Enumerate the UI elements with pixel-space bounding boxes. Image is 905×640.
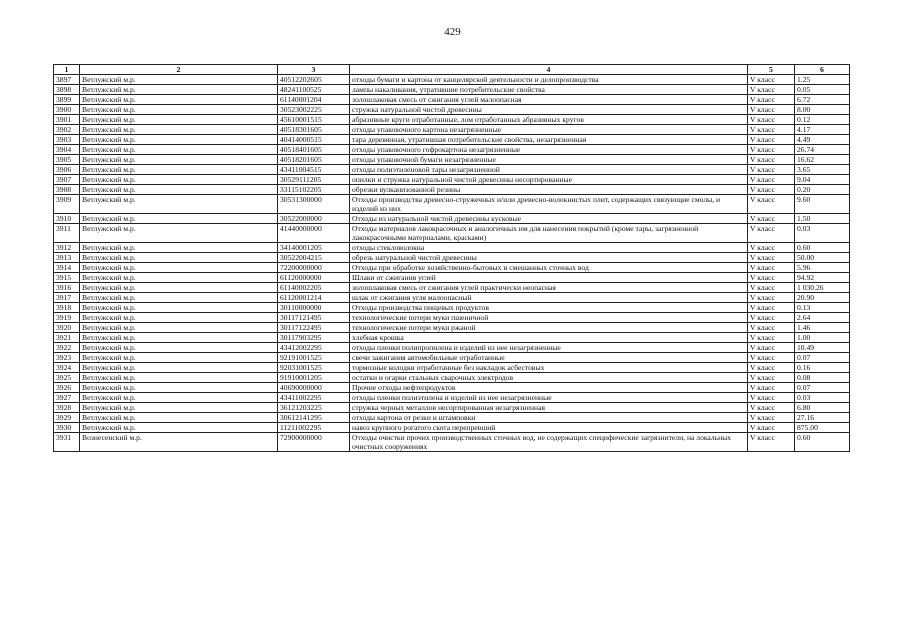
row-number-cell: 3921 bbox=[54, 333, 80, 343]
table-row bbox=[54, 293, 850, 303]
row-number-cell: 3928 bbox=[54, 403, 80, 413]
table-row bbox=[54, 413, 850, 423]
district-cell: Ветлужский м.р. bbox=[80, 253, 278, 263]
amount-cell: 0.07 bbox=[795, 353, 850, 363]
table-row bbox=[54, 283, 850, 293]
column-header: 6 bbox=[795, 65, 850, 75]
row-number-cell: 3913 bbox=[54, 253, 80, 263]
waste-name-cell: Отходы при обработке хозяйственно-бытовых и смешанных сточных вод bbox=[350, 263, 748, 273]
amount-cell: 6.80 bbox=[795, 403, 850, 413]
waste-code-cell: 40518401605 bbox=[278, 145, 350, 155]
waste-name-cell: стружка черных металлов несортированная незагрязненная bbox=[350, 403, 748, 413]
table-row bbox=[54, 313, 850, 323]
table-body bbox=[54, 75, 850, 452]
table-row bbox=[54, 273, 850, 283]
table-row bbox=[54, 423, 850, 433]
amount-cell: 9.60 bbox=[795, 195, 850, 214]
row-number-cell: 3918 bbox=[54, 303, 80, 313]
waste-name-cell: шлак от сжигания угля малоопасный bbox=[350, 293, 748, 303]
row-number-cell: 3910 bbox=[54, 214, 80, 224]
table-row bbox=[54, 403, 850, 413]
district-cell: Ветлужский м.р. bbox=[80, 323, 278, 333]
table-row bbox=[54, 185, 850, 195]
hazard-class-cell: V класс bbox=[748, 393, 795, 403]
waste-name-cell: свечи зажигания автомобильные отработанные bbox=[350, 353, 748, 363]
table-row bbox=[54, 75, 850, 85]
district-cell: Ветлужский м.р. bbox=[80, 353, 278, 363]
page-number: 429 bbox=[444, 26, 461, 38]
waste-name-cell: обрезки вулканизованной резины bbox=[350, 185, 748, 195]
amount-cell: 0.12 bbox=[795, 115, 850, 125]
district-cell: Ветлужский м.р. bbox=[80, 135, 278, 145]
hazard-class-cell: V класс bbox=[748, 85, 795, 95]
row-number-cell: 3898 bbox=[54, 85, 80, 95]
hazard-class-cell: V класс bbox=[748, 373, 795, 383]
table-row bbox=[54, 353, 850, 363]
amount-cell: 0.16 bbox=[795, 363, 850, 373]
hazard-class-cell: V класс bbox=[748, 195, 795, 214]
waste-name-cell: золошлаковая смесь от сжигания углей практически неопасная bbox=[350, 283, 748, 293]
district-cell: Ветлужский м.р. bbox=[80, 423, 278, 433]
waste-name-cell: отходы пленки полипропилена и изделий из нее незагрязненные bbox=[350, 343, 748, 353]
row-number-cell: 3915 bbox=[54, 273, 80, 283]
waste-name-cell: тара деревянная, утратившая потребительские свойства, незагрязненная bbox=[350, 135, 748, 145]
district-cell: Ветлужский м.р. bbox=[80, 175, 278, 185]
district-cell: Ветлужский м.р. bbox=[80, 283, 278, 293]
waste-code-cell: 61140001204 bbox=[278, 95, 350, 105]
row-number-cell: 3917 bbox=[54, 293, 80, 303]
row-number-cell: 3897 bbox=[54, 75, 80, 85]
hazard-class-cell: V класс bbox=[748, 224, 795, 243]
row-number-cell: 3925 bbox=[54, 373, 80, 383]
hazard-class-cell: V класс bbox=[748, 313, 795, 323]
district-cell: Ветлужский м.р. bbox=[80, 273, 278, 283]
waste-name-cell: отходы упаковочной бумаги незагрязненные bbox=[350, 155, 748, 165]
district-cell: Ветлужский м.р. bbox=[80, 313, 278, 323]
row-number-cell: 3916 bbox=[54, 283, 80, 293]
row-number-cell: 3903 bbox=[54, 135, 80, 145]
waste-code-cell: 61120000000 bbox=[278, 273, 350, 283]
table-row bbox=[54, 263, 850, 273]
row-number-cell: 3901 bbox=[54, 115, 80, 125]
district-cell: Ветлужский м.р. bbox=[80, 413, 278, 423]
hazard-class-cell: V класс bbox=[748, 303, 795, 313]
waste-name-cell: Шлаки от сжигания углей bbox=[350, 273, 748, 283]
amount-cell: 5.96 bbox=[795, 263, 850, 273]
table-row bbox=[54, 224, 850, 243]
waste-code-cell: 72900000000 bbox=[278, 433, 350, 452]
table-row bbox=[54, 393, 850, 403]
amount-cell: 1.46 bbox=[795, 323, 850, 333]
amount-cell: 6.72 bbox=[795, 95, 850, 105]
table-row bbox=[54, 363, 850, 373]
waste-name-cell: абразивные круги отработанные, лом отработанных абразивных кругов bbox=[350, 115, 748, 125]
row-number-cell: 3931 bbox=[54, 433, 80, 452]
amount-cell: 94.92 bbox=[795, 273, 850, 283]
waste-name-cell: Отходы очистки прочих производственных сточных вод, не содержащих специфические загрязнители, на локальных очистных сооружениях bbox=[350, 433, 748, 452]
waste-code-cell: 30117121495 bbox=[278, 313, 350, 323]
waste-code-cell: 40518201605 bbox=[278, 155, 350, 165]
amount-cell: 16.62 bbox=[795, 155, 850, 165]
hazard-class-cell: V класс bbox=[748, 125, 795, 135]
waste-name-cell: отходы пленки полиэтилена и изделий из нее незагрязненные bbox=[350, 393, 748, 403]
hazard-class-cell: V класс bbox=[748, 263, 795, 273]
waste-name-cell: Отходы материалов лакокрасочных и аналогичных им для нанесения покрытий (кроме тары, загрязненной лакокрасочными материалами, красками) bbox=[350, 224, 748, 243]
table-header-row bbox=[54, 65, 850, 75]
amount-cell: 50.00 bbox=[795, 253, 850, 263]
waste-name-cell: обрезь натуральной чистой древесины bbox=[350, 253, 748, 263]
hazard-class-cell: V класс bbox=[748, 165, 795, 175]
table-row bbox=[54, 195, 850, 214]
hazard-class-cell: V класс bbox=[748, 243, 795, 253]
district-cell: Вознесенский м.р. bbox=[80, 433, 278, 452]
district-cell: Ветлужский м.р. bbox=[80, 303, 278, 313]
table-row bbox=[54, 373, 850, 383]
waste-code-cell: 30110000000 bbox=[278, 303, 350, 313]
district-cell: Ветлужский м.р. bbox=[80, 343, 278, 353]
table-row bbox=[54, 383, 850, 393]
waste-name-cell: остатки и огарки стальных сварочных электродов bbox=[350, 373, 748, 383]
column-header: 5 bbox=[748, 65, 795, 75]
waste-name-cell: Отходы производства древесно-стружечных и/или древесно-волокнистых плит, содержащих связующие смолы, и изделий из них bbox=[350, 195, 748, 214]
hazard-class-cell: V класс bbox=[748, 383, 795, 393]
hazard-class-cell: V класс bbox=[748, 95, 795, 105]
row-number-cell: 3920 bbox=[54, 323, 80, 333]
hazard-class-cell: V класс bbox=[748, 293, 795, 303]
row-number-cell: 3899 bbox=[54, 95, 80, 105]
table-row bbox=[54, 85, 850, 95]
waste-code-cell: 43412002295 bbox=[278, 343, 350, 353]
waste-code-cell: 41440000000 bbox=[278, 224, 350, 243]
waste-name-cell: тормозные колодки отработанные без накладок асбестовых bbox=[350, 363, 748, 373]
waste-code-cell: 48241100525 bbox=[278, 85, 350, 95]
waste-code-cell: 91910001205 bbox=[278, 373, 350, 383]
hazard-class-cell: V класс bbox=[748, 185, 795, 195]
row-number-cell: 3904 bbox=[54, 145, 80, 155]
row-number-cell: 3907 bbox=[54, 175, 80, 185]
amount-cell: 4.17 bbox=[795, 125, 850, 135]
district-cell: Ветлужский м.р. bbox=[80, 185, 278, 195]
hazard-class-cell: V класс bbox=[748, 175, 795, 185]
hazard-class-cell: V класс bbox=[748, 323, 795, 333]
row-number-cell: 3927 bbox=[54, 393, 80, 403]
waste-code-cell: 61140002205 bbox=[278, 283, 350, 293]
row-number-cell: 3912 bbox=[54, 243, 80, 253]
hazard-class-cell: V класс bbox=[748, 155, 795, 165]
amount-cell: 26.74 bbox=[795, 145, 850, 155]
amount-cell: 3.65 bbox=[795, 165, 850, 175]
district-cell: Ветлужский м.р. bbox=[80, 393, 278, 403]
table-row bbox=[54, 214, 850, 224]
waste-code-cell: 43411002295 bbox=[278, 393, 350, 403]
table-row bbox=[54, 145, 850, 155]
waste-code-cell: 40518301605 bbox=[278, 125, 350, 135]
amount-cell: 27.16 bbox=[795, 413, 850, 423]
waste-name-cell: лампы накаливания, утратившие потребительские свойства bbox=[350, 85, 748, 95]
district-cell: Ветлужский м.р. bbox=[80, 155, 278, 165]
row-number-cell: 3922 bbox=[54, 343, 80, 353]
amount-cell: 8.00 bbox=[795, 105, 850, 115]
amount-cell: 0.05 bbox=[795, 85, 850, 95]
district-cell: Ветлужский м.р. bbox=[80, 293, 278, 303]
table-row bbox=[54, 433, 850, 452]
waste-name-cell: навоз крупного рогатого скота перепревший bbox=[350, 423, 748, 433]
hazard-class-cell: V класс bbox=[748, 105, 795, 115]
waste-code-cell: 72200000000 bbox=[278, 263, 350, 273]
hazard-class-cell: V класс bbox=[748, 145, 795, 155]
row-number-cell: 3930 bbox=[54, 423, 80, 433]
waste-name-cell: Отходы производства пищевых продуктов bbox=[350, 303, 748, 313]
amount-cell: 10.49 bbox=[795, 343, 850, 353]
district-cell: Ветлужский м.р. bbox=[80, 85, 278, 95]
amount-cell: 2.64 bbox=[795, 313, 850, 323]
district-cell: Ветлужский м.р. bbox=[80, 195, 278, 214]
hazard-class-cell: V класс bbox=[748, 283, 795, 293]
row-number-cell: 3908 bbox=[54, 185, 80, 195]
waste-name-cell: отходы полиэтиленовой тары незагрязненной bbox=[350, 165, 748, 175]
district-cell: Ветлужский м.р. bbox=[80, 214, 278, 224]
waste-register-table bbox=[53, 64, 850, 452]
waste-name-cell: отходы бумаги и картона от канцелярской деятельности и делопроизводства bbox=[350, 75, 748, 85]
district-cell: Ветлужский м.р. bbox=[80, 115, 278, 125]
waste-name-cell: отходы упаковочного гофрокартона незагрязненные bbox=[350, 145, 748, 155]
table-row bbox=[54, 135, 850, 145]
waste-name-cell: технологические потери муки ржаной bbox=[350, 323, 748, 333]
table-row bbox=[54, 95, 850, 105]
row-number-cell: 3900 bbox=[54, 105, 80, 115]
district-cell: Ветлужский м.р. bbox=[80, 75, 278, 85]
hazard-class-cell: V класс bbox=[748, 433, 795, 452]
waste-code-cell: 11211002295 bbox=[278, 423, 350, 433]
waste-name-cell: золошлаковая смесь от сжигания углей малоопасная bbox=[350, 95, 748, 105]
amount-cell: 0.13 bbox=[795, 303, 850, 313]
hazard-class-cell: V класс bbox=[748, 403, 795, 413]
waste-code-cell: 30522004215 bbox=[278, 253, 350, 263]
amount-cell: 1.00 bbox=[795, 333, 850, 343]
amount-cell: 0.20 bbox=[795, 185, 850, 195]
table-row bbox=[54, 253, 850, 263]
row-number-cell: 3906 bbox=[54, 165, 80, 175]
district-cell: Ветлужский м.р. bbox=[80, 224, 278, 243]
waste-name-cell: отходы стекловолокна bbox=[350, 243, 748, 253]
waste-code-cell: 30117122495 bbox=[278, 323, 350, 333]
amount-cell: 20.90 bbox=[795, 293, 850, 303]
waste-code-cell: 30612141295 bbox=[278, 413, 350, 423]
row-number-cell: 3911 bbox=[54, 224, 80, 243]
row-number-cell: 3905 bbox=[54, 155, 80, 165]
district-cell: Ветлужский м.р. bbox=[80, 95, 278, 105]
amount-cell: 1 030.26 bbox=[795, 283, 850, 293]
waste-name-cell: опилки и стружка натуральной чистой древесины несортированные bbox=[350, 175, 748, 185]
table-row bbox=[54, 333, 850, 343]
row-number-cell: 3902 bbox=[54, 125, 80, 135]
row-number-cell: 3919 bbox=[54, 313, 80, 323]
table-row bbox=[54, 243, 850, 253]
district-cell: Ветлужский м.р. bbox=[80, 243, 278, 253]
hazard-class-cell: V класс bbox=[748, 273, 795, 283]
hazard-class-cell: V класс bbox=[748, 333, 795, 343]
waste-code-cell: 30523002225 bbox=[278, 105, 350, 115]
amount-cell: 1.25 bbox=[795, 75, 850, 85]
waste-name-cell: стружка натуральной чистой древесины bbox=[350, 105, 748, 115]
column-header: 2 bbox=[80, 65, 278, 75]
hazard-class-cell: V класс bbox=[748, 75, 795, 85]
waste-code-cell: 34140001205 bbox=[278, 243, 350, 253]
column-header: 3 bbox=[278, 65, 350, 75]
amount-cell: 0.60 bbox=[795, 433, 850, 452]
waste-code-cell: 61120001214 bbox=[278, 293, 350, 303]
waste-name-cell: Прочие отходы нефтепродуктов bbox=[350, 383, 748, 393]
hazard-class-cell: V класс bbox=[748, 363, 795, 373]
hazard-class-cell: V класс bbox=[748, 214, 795, 224]
amount-cell: 1.50 bbox=[795, 214, 850, 224]
district-cell: Ветлужский м.р. bbox=[80, 165, 278, 175]
waste-code-cell: 40690000000 bbox=[278, 383, 350, 393]
table-row bbox=[54, 155, 850, 165]
district-cell: Ветлужский м.р. bbox=[80, 383, 278, 393]
table-row bbox=[54, 343, 850, 353]
waste-name-cell: Отходы из натуральной чистой древесины кусковые bbox=[350, 214, 748, 224]
waste-name-cell: отходы упаковочного картона незагрязненные bbox=[350, 125, 748, 135]
row-number-cell: 3924 bbox=[54, 363, 80, 373]
amount-cell: 0.07 bbox=[795, 383, 850, 393]
table-row bbox=[54, 115, 850, 125]
amount-cell: 0.03 bbox=[795, 393, 850, 403]
waste-code-cell: 43411004515 bbox=[278, 165, 350, 175]
amount-cell: 0.60 bbox=[795, 243, 850, 253]
waste-code-cell: 40512202605 bbox=[278, 75, 350, 85]
amount-cell: 875.00 bbox=[795, 423, 850, 433]
hazard-class-cell: V класс bbox=[748, 253, 795, 263]
waste-code-cell: 45610001515 bbox=[278, 115, 350, 125]
table-row bbox=[54, 165, 850, 175]
waste-code-cell: 30117903295 bbox=[278, 333, 350, 343]
table-row bbox=[54, 105, 850, 115]
waste-code-cell: 30522000000 bbox=[278, 214, 350, 224]
row-number-cell: 3909 bbox=[54, 195, 80, 214]
hazard-class-cell: V класс bbox=[748, 423, 795, 433]
amount-cell: 4.49 bbox=[795, 135, 850, 145]
amount-cell: 0.03 bbox=[795, 224, 850, 243]
district-cell: Ветлужский м.р. bbox=[80, 363, 278, 373]
waste-code-cell: 36121203225 bbox=[278, 403, 350, 413]
waste-name-cell: отходы картона от резки и штамповки bbox=[350, 413, 748, 423]
table-row bbox=[54, 175, 850, 185]
waste-code-cell: 33115102205 bbox=[278, 185, 350, 195]
district-cell: Ветлужский м.р. bbox=[80, 373, 278, 383]
row-number-cell: 3929 bbox=[54, 413, 80, 423]
hazard-class-cell: V класс bbox=[748, 413, 795, 423]
district-cell: Ветлужский м.р. bbox=[80, 333, 278, 343]
hazard-class-cell: V класс bbox=[748, 135, 795, 145]
row-number-cell: 3926 bbox=[54, 383, 80, 393]
waste-code-cell: 30531300000 bbox=[278, 195, 350, 214]
column-header: 4 bbox=[350, 65, 748, 75]
amount-cell: 9.04 bbox=[795, 175, 850, 185]
hazard-class-cell: V класс bbox=[748, 353, 795, 363]
waste-code-cell: 92031001525 bbox=[278, 363, 350, 373]
waste-code-cell: 92191001525 bbox=[278, 353, 350, 363]
amount-cell: 0.08 bbox=[795, 373, 850, 383]
district-cell: Ветлужский м.р. bbox=[80, 145, 278, 155]
district-cell: Ветлужский м.р. bbox=[80, 105, 278, 115]
district-cell: Ветлужский м.р. bbox=[80, 125, 278, 135]
district-cell: Ветлужский м.р. bbox=[80, 403, 278, 413]
waste-name-cell: хлебная крошка bbox=[350, 333, 748, 343]
row-number-cell: 3923 bbox=[54, 353, 80, 363]
table-row bbox=[54, 323, 850, 333]
hazard-class-cell: V класс bbox=[748, 115, 795, 125]
hazard-class-cell: V класс bbox=[748, 343, 795, 353]
row-number-cell: 3914 bbox=[54, 263, 80, 273]
waste-code-cell: 30529111205 bbox=[278, 175, 350, 185]
district-cell: Ветлужский м.р. bbox=[80, 263, 278, 273]
waste-code-cell: 40414000515 bbox=[278, 135, 350, 145]
waste-name-cell: технологические потери муки пшеничной bbox=[350, 313, 748, 323]
column-header: 1 bbox=[54, 65, 80, 75]
table-row bbox=[54, 125, 850, 135]
table-row bbox=[54, 303, 850, 313]
